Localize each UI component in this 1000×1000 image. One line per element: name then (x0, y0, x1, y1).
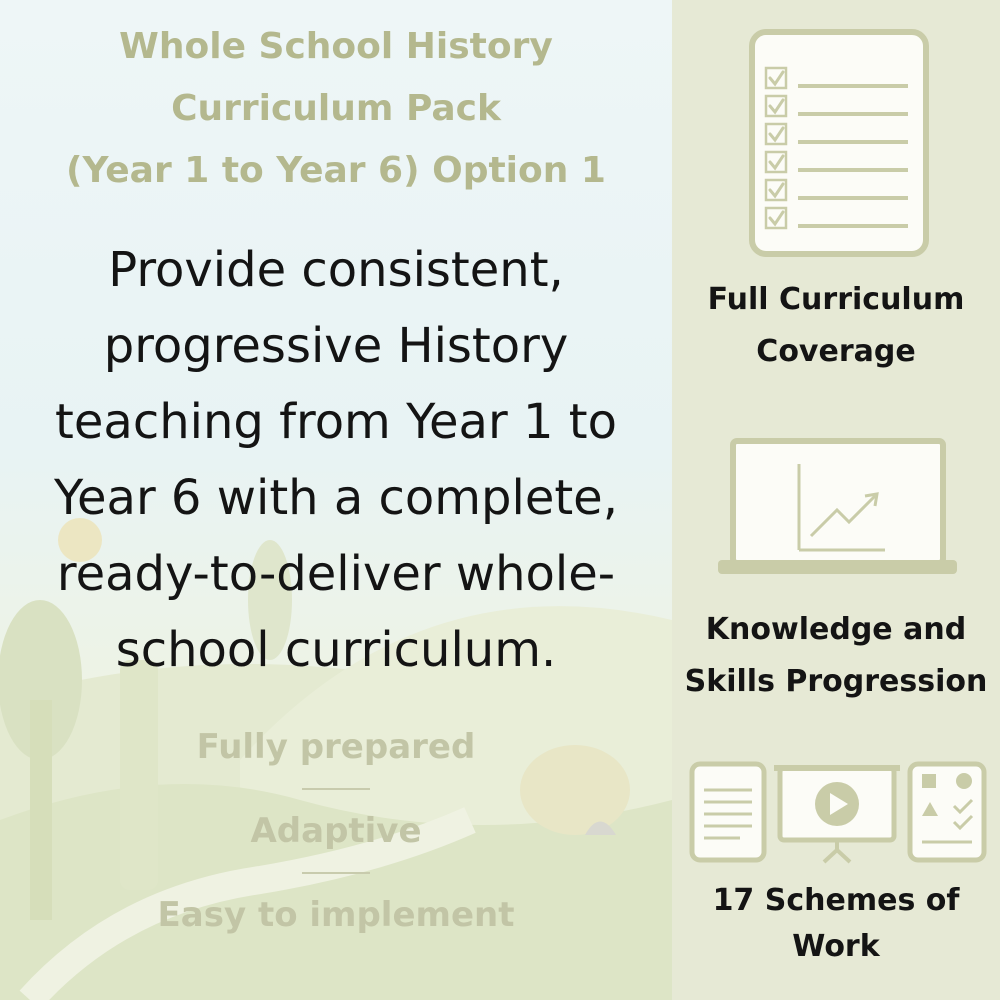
headline (10, 232, 662, 688)
checklist-document-icon (748, 28, 930, 258)
headline-line: teaching from Year 1 to (55, 394, 617, 450)
title-line: Whole School History (119, 26, 553, 67)
benefit-caption-progression (672, 604, 1000, 708)
feature-list (0, 718, 672, 944)
headline-line: Year 6 with a complete, (54, 470, 618, 526)
headline-line: ready-to-deliver whole- (56, 546, 616, 602)
benefit-caption-coverage (672, 274, 1000, 378)
headline-line: school curriculum. (115, 622, 557, 678)
page-title (0, 16, 672, 202)
title-line: Curriculum Pack (171, 88, 501, 129)
feature-fully-prepared: Fully prepared (196, 727, 476, 767)
headline-line: Provide consistent, (108, 242, 564, 298)
feature-adaptive: Adaptive (250, 811, 422, 851)
benefit-caption-schemes (672, 878, 1000, 970)
progress-chart-laptop-icon (715, 438, 960, 578)
caption-line: Work (792, 929, 880, 964)
caption-line: Skills Progression (684, 664, 988, 699)
lesson-resources-icon (688, 760, 988, 865)
feature-easy-to-implement: Easy to implement (157, 895, 515, 935)
feature-divider (302, 788, 370, 790)
caption-line: Knowledge and (705, 612, 967, 647)
title-line: (Year 1 to Year 6) Option 1 (66, 150, 606, 191)
caption-line: Full Curriculum (707, 282, 965, 317)
headline-line: progressive History (103, 318, 569, 374)
caption-line: 17 Schemes of (712, 883, 960, 918)
feature-divider (302, 872, 370, 874)
caption-line: Coverage (756, 334, 916, 369)
